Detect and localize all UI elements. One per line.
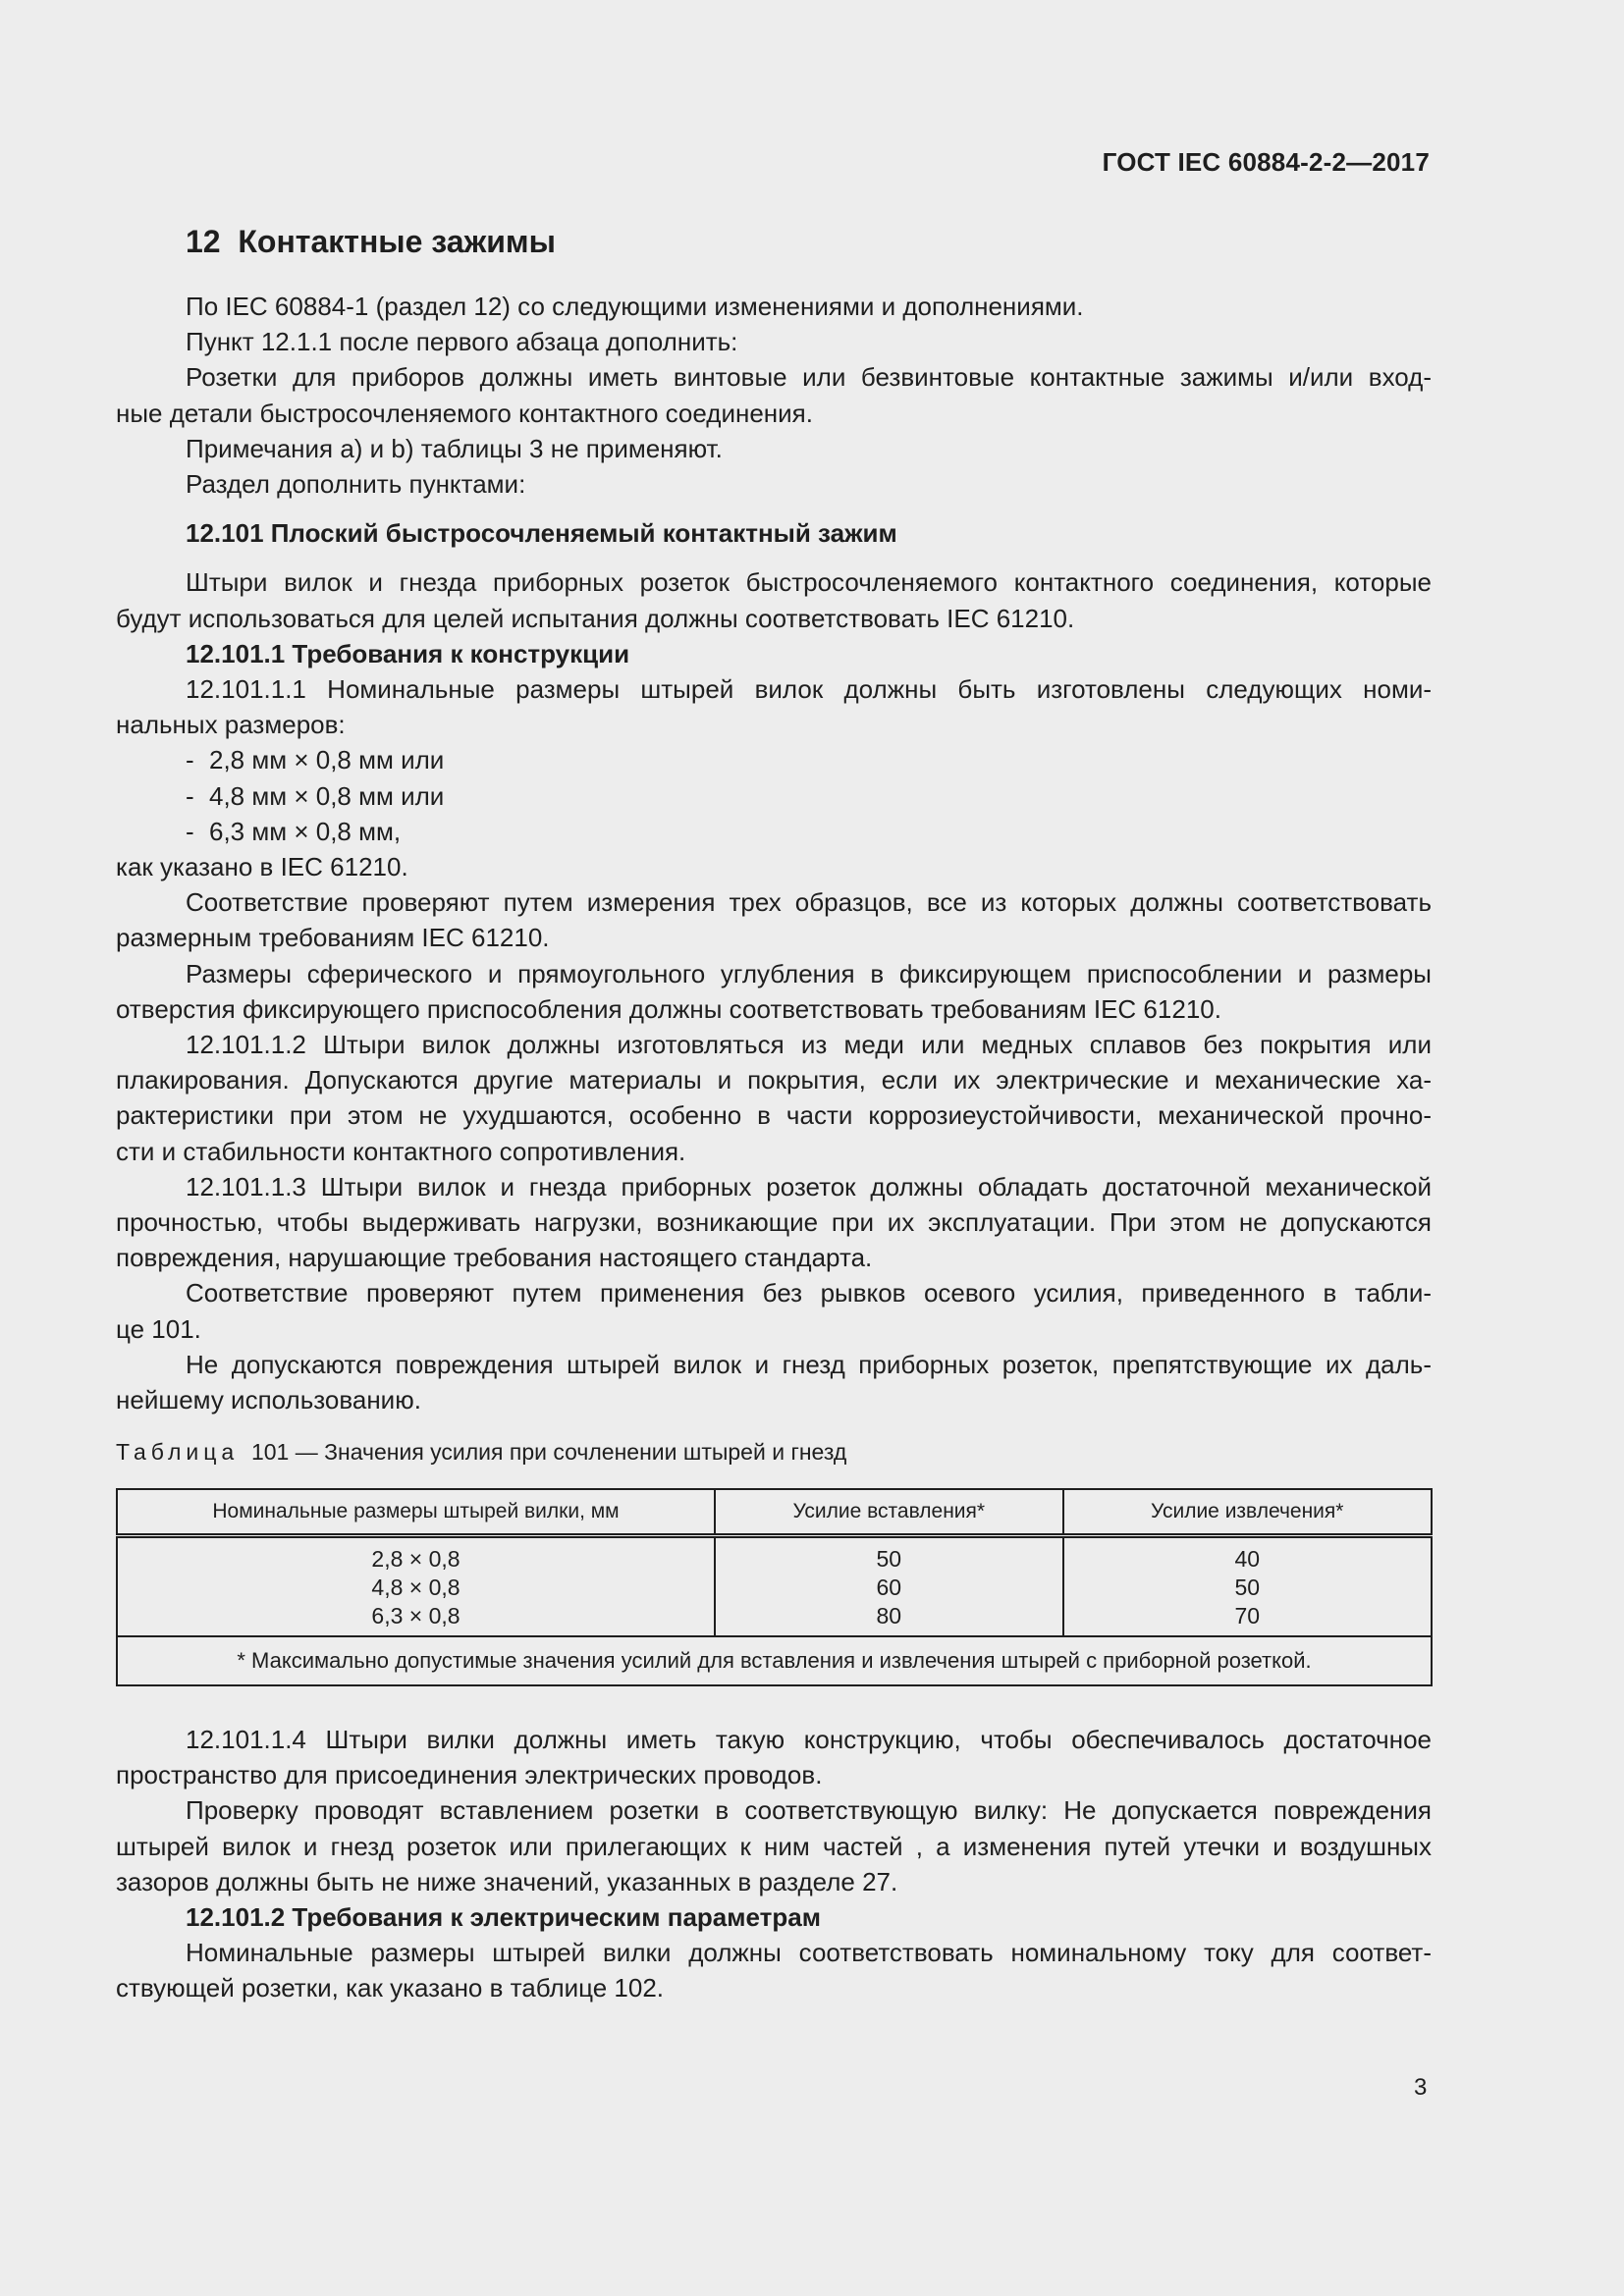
paragraph: Примечания а) и b) таблицы 3 не применяют. [186,433,723,463]
table-caption [116,1439,846,1466]
dash-marker: - [186,816,194,846]
paragraph-line: рактеристики при этом не ухудшаются, особенно в части коррозиеустойчивости, механической прочно- [116,1100,1432,1131]
section-title-text: Контактные зажимы [238,224,556,259]
table-caption-text: 101 — Значения усилия при сочленении штырей и гнезд [250,1439,847,1465]
section-number: 12 [186,224,221,259]
table-footnote: * Максимально допустимые значения усилий для вставления и извлечения штырей с приборной розеткой. [117,1636,1432,1685]
header-cell: Усилие вставления* [715,1489,1063,1536]
paragraph-line: Соответствие проверяют путем применения без рывков осевого усилия, приведенного в табли- [186,1278,1432,1308]
paragraph-line: Номинальные размеры штырей вилки должны соответствовать номинальному току для соответ- [186,1938,1432,1968]
list-item: - 2,8 мм × 0,8 мм или [116,742,1432,777]
paragraph-line: как указано в IEC 61210. [116,852,408,882]
section-heading [186,224,556,260]
paragraph: По IEC 60884-1 (раздел 12) со следующими изменениями и дополнениями. [186,292,1084,321]
paragraph-line: зазоров должны быть не ниже значений, указанных в разделе 27. [116,1866,898,1896]
paragraph-line: 12.101.1.3 Штыри вилок и гнезда приборных розеток должны обладать достаточной механической [186,1171,1432,1201]
paragraph-line: штырей вилок и гнезд розеток или прилегающих к ним частей , а изменения путей утечки и воздушных [116,1831,1432,1861]
paragraph-line: Не допускаются повреждения штырей вилок и гнезд приборных розеток, препятствующие их даль- [186,1349,1432,1379]
paragraph-line: повреждения, нарушающие требования настоящего стандарта. [116,1243,873,1273]
subsection-heading: 12.101 Плоский быстросочленяемый контактный зажим [186,518,897,549]
list-item: - 6,3 мм × 0,8 мм, [116,814,1432,849]
paragraph-line: будут использоваться для целей испытания должны соответствовать IEC 61210. [116,603,1075,633]
table-body-row [117,1536,1432,1637]
clause-heading: 12.101.2 Требования к электрическим параметрам [186,1902,821,1933]
page-number: 3 [1414,2074,1428,2101]
paragraph-line: Штыри вилок и гнезда приборных розеток быстросочленяемого контактного соединения, которые [186,567,1432,598]
dash-marker: - [186,780,194,811]
table-cell: 50 60 80 [715,1536,1063,1637]
paragraph-line: размерным требованиям IEC 61210. [116,923,550,953]
paragraph-line: 12.101.1.1 Номинальные размеры штырей вилок должны быть изготовлены следующих номи- [186,674,1432,705]
paragraph-line: сти и стабильности контактного сопротивления. [116,1136,686,1166]
table-footnote-row [117,1636,1432,1685]
paragraph-line: ствующей розетки, как указано в таблице 102. [116,1973,665,2003]
paragraph-line: Розетки для приборов должны иметь винтовые или безвинтовые контактные зажимы и/или вход- [186,362,1432,393]
paragraph-line: нальных размеров: [116,710,346,740]
paragraph-line: пространство для присоединения электрических проводов. [116,1760,823,1790]
paragraph-line: це 101. [116,1313,201,1344]
table-header-row [117,1489,1432,1536]
header-cell: Номинальные размеры штырей вилки, мм [117,1489,715,1536]
clause-heading: 12.101.1 Требования к конструкции [186,638,630,668]
paragraph-line: прочностью, чтобы выдерживать нагрузки, возникающие при их эксплуатации. При этом не допускаются [116,1207,1432,1238]
paragraph-line: плакирования. Допускаются другие материалы и покрытия, если их электрические и механические ха- [116,1065,1432,1095]
paragraph-line: Размеры сферического и прямоугольного углубления в фиксирующем приспособлении и размеры [186,958,1432,988]
dash-marker: - [186,745,194,775]
paragraph: Раздел дополнить пунктами: [186,469,526,500]
paragraph-line: нейшему использованию. [116,1385,421,1415]
paragraph: Пункт 12.1.1 после первого абзаца дополнить: [186,327,738,357]
paragraph-line: 12.101.1.2 Штыри вилок должны изготовляться из меди или медных сплавов без покрытия или [186,1030,1432,1060]
table-cell: 2,8 × 0,8 4,8 × 0,8 6,3 × 0,8 [117,1536,715,1637]
table-caption-word: Таблица [116,1439,240,1465]
paragraph-line: Проверку проводят вставлением розетки в соответствующую вилку: Не допускается повреждения [186,1795,1432,1826]
paragraph-line: Соответствие проверяют путем измерения трех образцов, все из которых должны соответствовать [186,887,1432,918]
paragraph-line: ные детали быстросочленяемого контактного соединения. [116,398,813,428]
list-item: - 4,8 мм × 0,8 мм или [116,778,1432,814]
table-101 [116,1488,1433,1686]
paragraph-line: отверстия фиксирующего приспособления должны соответствовать требованиям IEC 61210. [116,993,1221,1024]
standard-code: ГОСТ IEC 60884-2-2—2017 [1102,147,1430,177]
table-cell: 40 50 70 [1063,1536,1432,1637]
post-table-text [116,1722,1432,2006]
main-text [116,289,1432,1417]
header-cell: Усилие извлечения* [1063,1489,1432,1536]
paragraph-line: 12.101.1.4 Штыри вилки должны иметь такую конструкцию, чтобы обеспечивалось достаточное [186,1725,1432,1754]
